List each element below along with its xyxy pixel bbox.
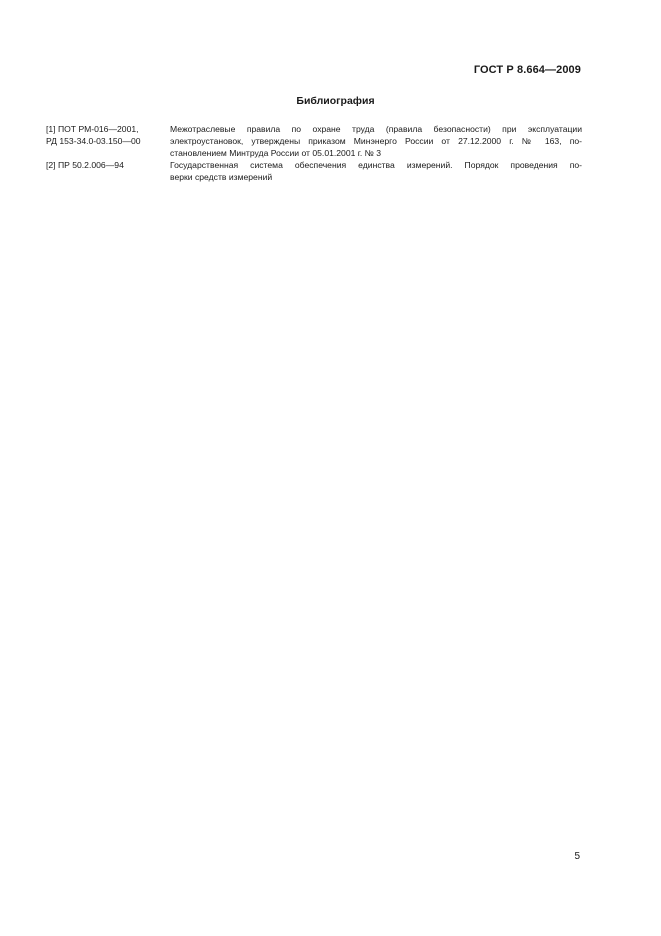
- description-line: Государственная система обеспечения единства измерений. Порядок проведения по-: [170, 159, 582, 170]
- bibliography-entry: [46, 160, 582, 184]
- description-line: электроустановок, утверждены приказом Минэнерго России от 27.12.2000 г. № 163, по-: [170, 135, 582, 146]
- entry-reference: [46, 160, 170, 184]
- entry-description: [170, 160, 582, 184]
- entry-description: [170, 124, 582, 160]
- bibliography-list: [46, 124, 582, 184]
- description-line: становлением Минтруда России от 05.01.2001 г. № 3: [170, 147, 382, 158]
- section-title: Библиография: [296, 95, 375, 107]
- page-number: 5: [574, 851, 580, 862]
- bibliography-entry: [46, 124, 582, 160]
- reference-line: РД 153-34.0-03.150—00: [46, 135, 141, 146]
- description-line: верки средств измерений: [170, 171, 273, 182]
- reference-line: [1] ПОТ РМ-016—2001,: [46, 124, 139, 134]
- entry-reference: [46, 124, 170, 160]
- reference-line: [2] ПР 50.2.006—94: [46, 159, 124, 170]
- document-code: ГОСТ Р 8.664—2009: [473, 64, 581, 76]
- description-line: Межотраслевые правила по охране труда (правила безопасности) при эксплуатации: [170, 124, 582, 134]
